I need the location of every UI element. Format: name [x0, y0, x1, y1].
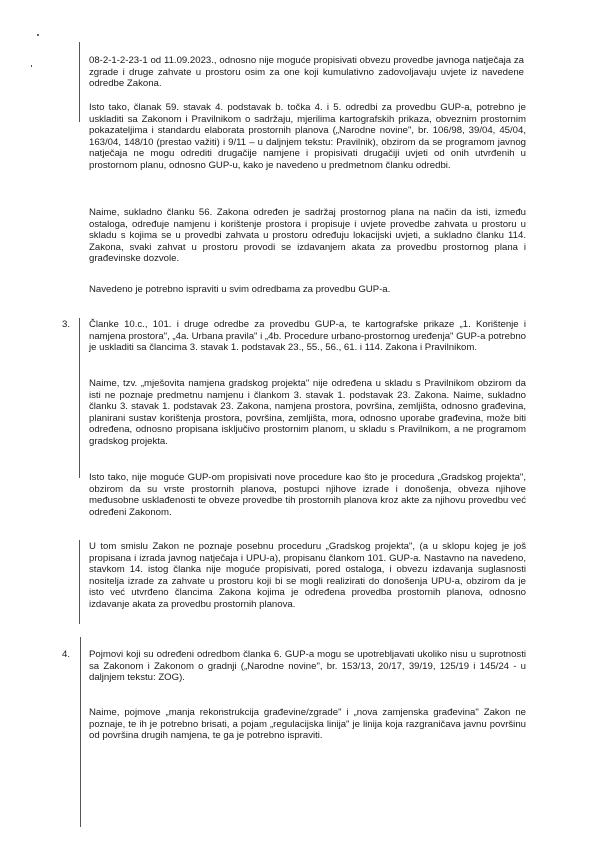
item-number-4: 4.	[62, 649, 71, 660]
scan-margin-line	[79, 42, 80, 122]
scan-margin-line	[80, 637, 81, 827]
paragraph-article-59: Isto tako, članak 59. stavak 4. podstavak b. točka 4. i 5. odredbi za provedbu GUP-a, potrebno je uskladiti sa Zakonom i Pravilnikom o sadržaju, mjerilima kartografskih prikaza, obveznim prostornim pokazateljima i standardu elaborata prostornih planova („Narodne novine", br. 106/98, 39/04, 45/04, 163/04, 148/10 (prestao važiti) i 9/11 – u daljnjem tekstu: Pravilnik), obzirom da se programom javnog natječaja ne mogu odrediti drugačije namjene i propisivati drugačiji uvjeti od onih utvrđenih u prostornom planu, odnosno GUP-u, kako je navedeno u predmetnom članku odredbi.	[89, 102, 526, 171]
item-number-3: 3.	[62, 319, 71, 330]
paragraph-item-4: Pojmovi koji su određeni odredbom članka 6. GUP-a mogu se upotrebljavati ukoliko nisu u suprotnosti sa Zakonom i Zakonom o gradnji („Narodne novine", br. 153/13, 20/17, 39/19, 125/19 i 145/24 - u daljnjem tekstu: ZOG).	[89, 649, 526, 684]
paragraph-mixed-use: Naime, tzv. „mješovita namjena gradskog projekta" nije određena u skladu s Pravilnikom obzirom da isti ne poznaje predmetnu namjenu i člankom 3. stavak 1. podstavak 23. Zakona. Naime, sukladno članku 3. stavak 1. podstavak 23. Zakona, namjena prostora, površina, zemljišta, odnosno građevina, planirani sustav korištenja prostora, površina, zemljišta, mora, odnosno uporabe građevina, može biti određena, odnosno propisana isključivo prostornim planom, u skladu s Pravilnikom, a ne programom gradskog projekta.	[89, 378, 526, 447]
scan-margin-line	[79, 318, 80, 478]
paragraph-procedure: U tom smislu Zakon ne poznaje posebnu proceduru „Gradskog projekta", (a u sklopu kojeg je još propisana i izrada javnog natječaja i UPU-a), propisanu člankom 101. GUP-a. Nastavno na navedeno, stavkom 14. istog članka nije moguće propisivati, pored ostaloga, i obvezu izdavanja suglasnosti nositelja izrade za zahvate u prostoru koji bi se mogli realizirati do donošenja UPU-a, obzirom da je isto već utvrđeno člancima Zakona kojima je određena provedba prostornih planova, odnosno izdavanje akata za provedbu prostornih planova.	[89, 541, 526, 610]
paragraph-item-3: Članke 10.c., 101. i druge odredbe za provedbu GUP-a, te kartografske prikaze „1. Korištenje i namjena prostora", „4a. Urbana pravila" i „4b. Procedure urbano-prostornog uređenja" GUP-a potrebno je uskladiti sa člancima 3. stavak 1. podstavak 23., 55., 56., 61. i 114. Zakona i Pravilnikom.	[89, 319, 526, 354]
scan-margin-line	[79, 540, 80, 624]
paragraph-terms: Naime, pojmove „manja rekonstrukcija građevine/zgrade" i „nova zamjenska građevina" Zakon ne poznaje, te ih je potrebno brisati, a pojam „regulacijska linija" je linija koja razgraničava javnu površinu od površina drugih namjena, te ga je potrebno ispraviti.	[89, 707, 526, 742]
paragraph-correction-note: Navedeno je potrebno ispraviti u svim odredbama za provedbu GUP-a.	[89, 284, 391, 295]
paragraph-continuation: 08-2-1-2-23-1 od 11.09.2023., odnosno nije moguće propisivati obvezu provedbe javnoga natječaja za zgrade i druge zahvate u prostoru osim za one koji kumulativno zadovoljavaju uvjete iz navedene odredbe Zakona.	[89, 55, 524, 90]
paragraph-city-project: Isto tako, nije moguće GUP-om propisivati nove procedure kao što je procedura „Gradskog projekta", obzirom da su vrste prostornih planova, postupci njihove izrade i donošenja, obveza njihove međusobne usklađenosti te obveze provedbe tih prostornih planova kroz akte za njihovu provedbu već određeni Zakonom.	[89, 472, 526, 518]
scan-speck	[37, 34, 39, 36]
scan-speck	[31, 65, 32, 67]
paragraph-article-56: Naime, sukladno članku 56. Zakona određen je sadržaj prostornog plana na način da isti, između ostaloga, određuje namjenu i korištenje prostora i propisuje i uvjete provedbe zahvata u prostoru u skladu s kojima se u provedbi zahvata u prostoru određuju lokacijski uvjeti, a sukladno članku 114. Zakona, svaki zahvat u prostoru provodi se izdavanjem akata za provedbu prostornog plana i građevinske dozvole.	[89, 207, 526, 265]
